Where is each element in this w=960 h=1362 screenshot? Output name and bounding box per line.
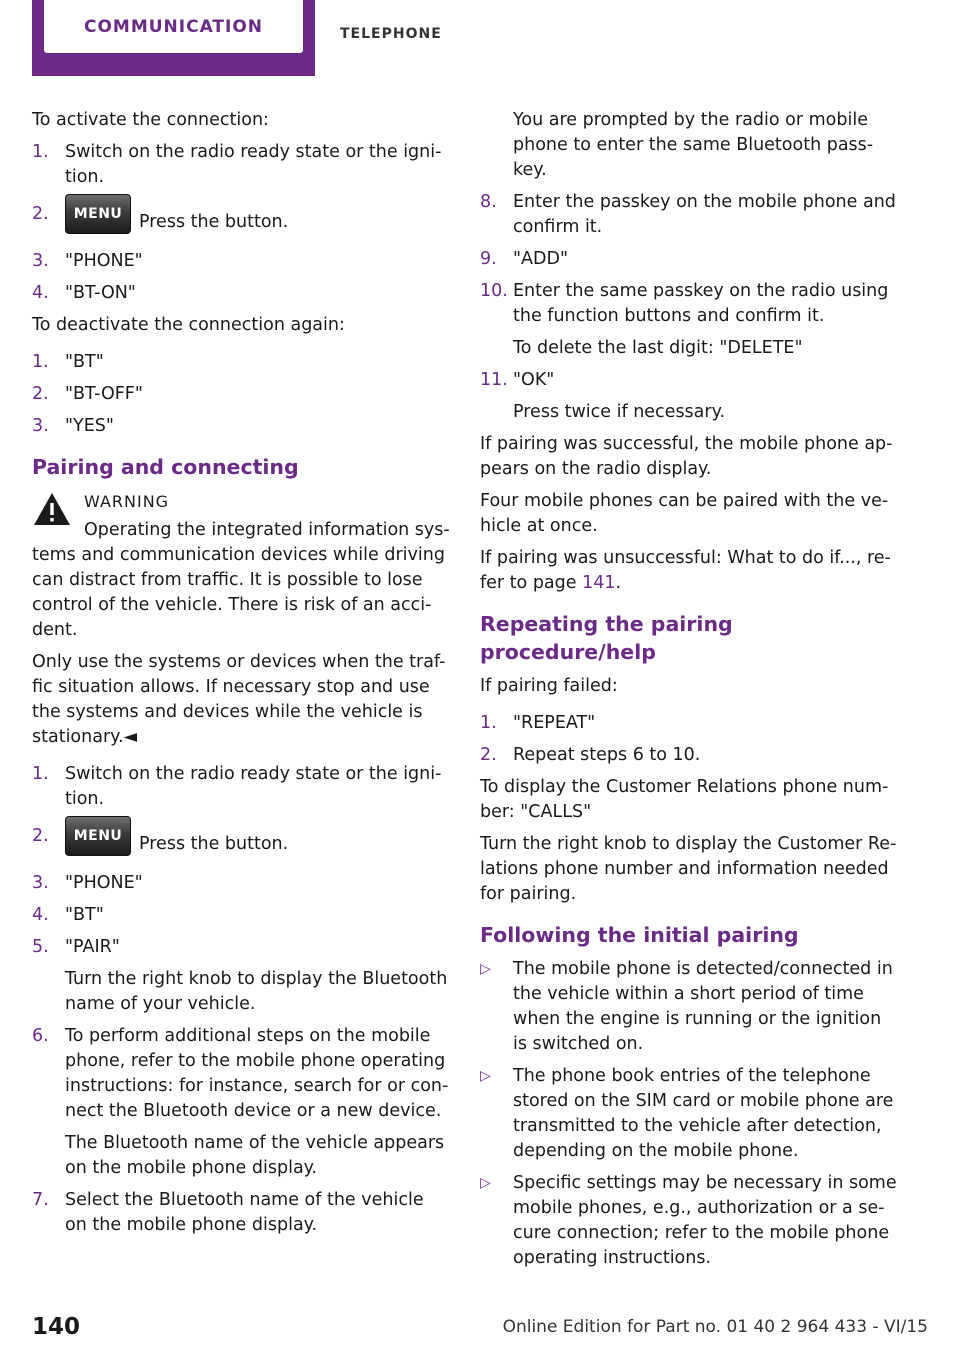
- step-number: 8.: [480, 192, 497, 212]
- bullet-arrow-icon: ▷: [480, 1068, 491, 1084]
- page-link[interactable]: 141: [582, 573, 616, 593]
- step-number: 2.: [32, 204, 49, 224]
- bullet-arrow-icon: ▷: [480, 1175, 491, 1191]
- list-item: [32, 382, 450, 407]
- step-text: Switch on the radio ready state or the igni-tion.: [65, 142, 442, 187]
- step-number: 3.: [32, 873, 49, 893]
- list-item: [480, 957, 898, 1057]
- step-number: 3.: [32, 251, 49, 271]
- step-number: 2.: [32, 826, 49, 846]
- step-text: "PAIR": [65, 937, 120, 957]
- warning-label: WARNING: [84, 492, 170, 511]
- para-unsuccessful: [480, 546, 898, 596]
- list-item: [480, 1064, 898, 1164]
- step-number: 2.: [32, 384, 49, 404]
- step-number: 9.: [480, 249, 497, 269]
- step-text: "REPEAT": [513, 713, 596, 733]
- step-text: Press the button.: [139, 212, 289, 232]
- list-item: [480, 368, 898, 393]
- step-text: Enter the same passkey on the radio using the function buttons and confirm it.: [513, 281, 889, 326]
- edition-footer: Online Edition for Part no. 01 40 2 964 433 - VI/15: [502, 1317, 928, 1337]
- step-subtext: You are prompted by the radio or mobile phone to enter the same Bluetooth pass-key.: [513, 110, 874, 180]
- step-subtext: Turn the right knob to display the Bluetooth name of your vehicle.: [65, 969, 448, 1014]
- step-text: "BT": [65, 905, 104, 925]
- list-item: [32, 903, 450, 928]
- intro-deactivate: To deactivate the connection again:: [32, 315, 345, 335]
- page-header: [0, 0, 960, 78]
- para-knob: Turn the right knob to display the Customer Re-lations phone number and information needed for pairing.: [480, 834, 897, 904]
- right-column: [480, 108, 898, 1278]
- step-text: Enter the passkey on the mobile phone and confirm it.: [513, 192, 896, 237]
- list-item: [480, 247, 898, 272]
- list-item: [32, 1188, 450, 1238]
- step-number: 1.: [32, 764, 49, 784]
- step-number: 6.: [32, 1026, 49, 1046]
- page-number: 140: [32, 1314, 81, 1340]
- chapter-tab-label: TELEPHONE: [340, 26, 442, 42]
- warning-block: [32, 489, 450, 643]
- step-number: 7.: [32, 1190, 49, 1210]
- step-text: "YES": [65, 416, 114, 436]
- list-item: [480, 279, 898, 329]
- step-text: Select the Bluetooth name of the vehicle on the mobile phone display.: [65, 1190, 424, 1235]
- list-item: [480, 743, 898, 768]
- step-text: "BT": [65, 352, 104, 372]
- menu-button-icon: MENU: [65, 194, 131, 234]
- step-text: To perform additional steps on the mobile phone, refer to the mobile phone operating instructions: for instance, search for or con-nect the Bluetooth device or a new device.: [65, 1026, 449, 1121]
- para-fail-text: If pairing was unsuccessful: What to do if..., re-fer to page: [480, 548, 891, 593]
- list-item: [32, 249, 450, 274]
- list-item: [32, 762, 450, 812]
- step-text: "PHONE": [65, 873, 143, 893]
- step-text: "PHONE": [65, 251, 143, 271]
- heading-following: Following the initial pairing: [480, 923, 799, 947]
- step-text: "ADD": [513, 249, 569, 269]
- list-item: [480, 190, 898, 240]
- list-item: [32, 935, 450, 960]
- warning-para2: Only use the systems or devices when the traf-fic situation allows. If necessary stop and use the systems and devices while the vehicle is stationary.◄: [32, 652, 446, 747]
- list-item: [32, 202, 450, 242]
- list-item: [32, 414, 450, 439]
- left-column: [32, 108, 450, 1245]
- para-calls: To display the Customer Relations phone num-ber: "CALLS": [480, 777, 889, 822]
- bullet-arrow-icon: ▷: [480, 961, 491, 977]
- list-item: [480, 711, 898, 736]
- bullet-text: The phone book entries of the telephone stored on the SIM card or mobile phone are transmitted to the vehicle after detection, depending on the mobile phone.: [513, 1066, 894, 1161]
- step-text: Switch on the radio ready state or the igni-tion.: [65, 764, 442, 809]
- step-number: 5.: [32, 937, 49, 957]
- step-subtext: Press twice if necessary.: [513, 402, 726, 422]
- step-number: 4.: [32, 283, 49, 303]
- intro-activate: To activate the connection:: [32, 110, 269, 130]
- step-subtext: To delete the last digit: "DELETE": [513, 338, 803, 358]
- list-item: [32, 824, 450, 864]
- intro-failed: If pairing failed:: [480, 676, 618, 696]
- list-item: [32, 281, 450, 306]
- step-number: 3.: [32, 416, 49, 436]
- list-item: [32, 871, 450, 896]
- warning-text-line1: Operating the integrated information sys-: [84, 520, 450, 540]
- heading-repeat: Repeating the pairing procedure/help: [480, 612, 733, 664]
- step-text: "OK": [513, 370, 555, 390]
- para-success: If pairing was successful, the mobile phone ap-pears on the radio display.: [480, 434, 893, 479]
- step-number: 4.: [32, 905, 49, 925]
- bullet-text: The mobile phone is detected/connected in the vehicle within a short period of time when the engine is running or the ignition is switched on.: [513, 959, 893, 1054]
- step-text: "BT-OFF": [65, 384, 143, 404]
- list-item: [480, 1171, 898, 1271]
- para-four-phones: Four mobile phones can be paired with the ve-hicle at once.: [480, 491, 889, 536]
- step-number: 1.: [32, 142, 49, 162]
- step-text: Repeat steps 6 to 10.: [513, 745, 701, 765]
- list-item: [32, 350, 450, 375]
- bullet-text: Specific settings may be necessary in some mobile phones, e.g., authorization or a se-cure connection; refer to the mobile phone operating instructions.: [513, 1173, 897, 1268]
- step-text: "BT-ON": [65, 283, 136, 303]
- step-number: 1.: [480, 713, 497, 733]
- step-number: 11.: [480, 370, 508, 390]
- step-subtext: The Bluetooth name of the vehicle appears on the mobile phone display.: [65, 1133, 445, 1178]
- step-number: 10.: [480, 281, 508, 301]
- menu-button-icon: MENU: [65, 816, 131, 856]
- list-item: [32, 140, 450, 190]
- heading-pairing: Pairing and connecting: [32, 455, 299, 479]
- step-number: 2.: [480, 745, 497, 765]
- warning-text: tems and communication devices while driving can distract from traffic. It is possible to lose control of the vehicle. There is risk of an acci-dent.: [32, 545, 445, 640]
- warning-triangle-icon: [32, 491, 72, 527]
- step-text: Press the button.: [139, 834, 289, 854]
- para-fail-end: .: [615, 573, 622, 593]
- list-item: [32, 1024, 450, 1124]
- step-number: 1.: [32, 352, 49, 372]
- section-tab-label: COMMUNICATION: [83, 16, 264, 37]
- section-tab: [32, 0, 315, 76]
